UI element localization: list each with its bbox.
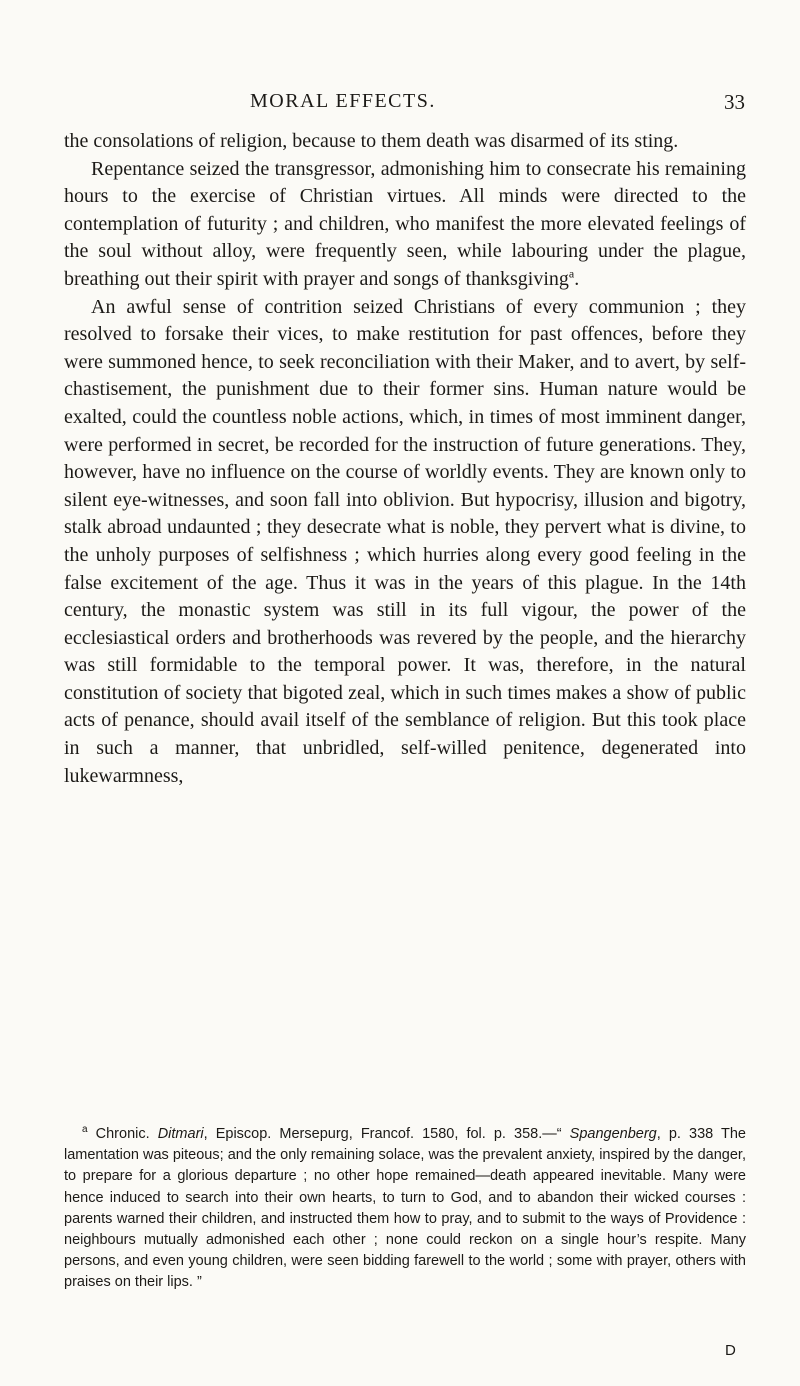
- footnote-a: [64, 1124, 746, 1294]
- signature-mark: D: [725, 1342, 736, 1359]
- footnote-text: Chronic.: [87, 1126, 158, 1142]
- main-text: [64, 128, 746, 790]
- footnote-text: , p. 338 The lamentation was piteous; and the only remaining solace, was the prevalent anxiety, inspired by the danger, to prepare for a glorious departure ; no other hope remained—death appeared inevitable. Many were hence induced to search into their own hearts, to turn to God, and to abandon their wicked courses : parents warned their children, and instructed them how to pray, and to submit to the ways of Providence : neighbours mutually admonished each other ; none could reckon on a single hour’s respite. Many persons, and even young children, were seen bidding farewell to the world ; some with prayer, others with praises on their lips. ”: [64, 1126, 746, 1291]
- footnote-marker: a: [82, 1124, 88, 1136]
- footnotes: [64, 1124, 746, 1294]
- page-header: [0, 90, 800, 120]
- paragraph-continuation: the consolations of religion, because to them death was disarmed of its sting.: [64, 130, 679, 152]
- paragraph-contrition: An awful sense of contrition seized Christians of every communion ; they resolved to forsake their vices, to make restitution for past offences, before they were summoned hence, to seek reconciliation with their Maker, and to avert, by self-chastisement, the punishment due to their former sins. Human nature would be exalted, could the countless noble actions, which, in times of most imminent danger, were performed in secret, be recorded for the instruction of future generations. They, however, have no influence on the course of worldly events. They are known only to silent eye-witnesses, and soon fall into oblivion. But hypocrisy, illusion and bigotry, stalk abroad undaunted ; they desecrate what is noble, they pervert what is divine, to the unholy purposes of selfishness ; which hurries along every good feeling in the false excitement of the age. Thus it was in the years of this plague. In the 14th century, the monastic system was still in its full vigour, the power of the ecclesiastical orders and brotherhoods was revered by the people, and the hierarchy was still formidable to the temporal power. It was, therefore, in the natural constitution of society that bigoted zeal, which in such times makes a show of public acts of penance, should avail itself of the semblance of religion. But this took place in such a manner, that unbridled, self-willed penitence, degenerated into lukewarmness,: [64, 295, 746, 787]
- running-head: MORAL EFFECTS.: [250, 90, 436, 112]
- footnote-reference: a: [568, 266, 575, 281]
- footnote-text: , Episcop. Mersepurg, Francof. 1580, fol. p. 358.—“: [203, 1126, 570, 1142]
- paragraph-repentance-end: .: [574, 267, 580, 290]
- footnote-author-spangenberg: Spangenberg: [569, 1126, 657, 1142]
- paragraph-repentance-text: Repentance seized the transgressor, admonishing him to consecrate his remaining hours to the exercise of Christian virtues. All minds were directed to the contemplation of futurity ; and children, who manifest the more elevated feelings of the soul without alloy, were frequently seen, while labouring under the plague, breathing out their spirit with prayer and songs of thanksgiving: [64, 157, 746, 290]
- footnote-author-ditmari: Ditmari: [157, 1126, 204, 1142]
- paragraph-repentance: [64, 156, 746, 294]
- page-number: 33: [724, 90, 745, 114]
